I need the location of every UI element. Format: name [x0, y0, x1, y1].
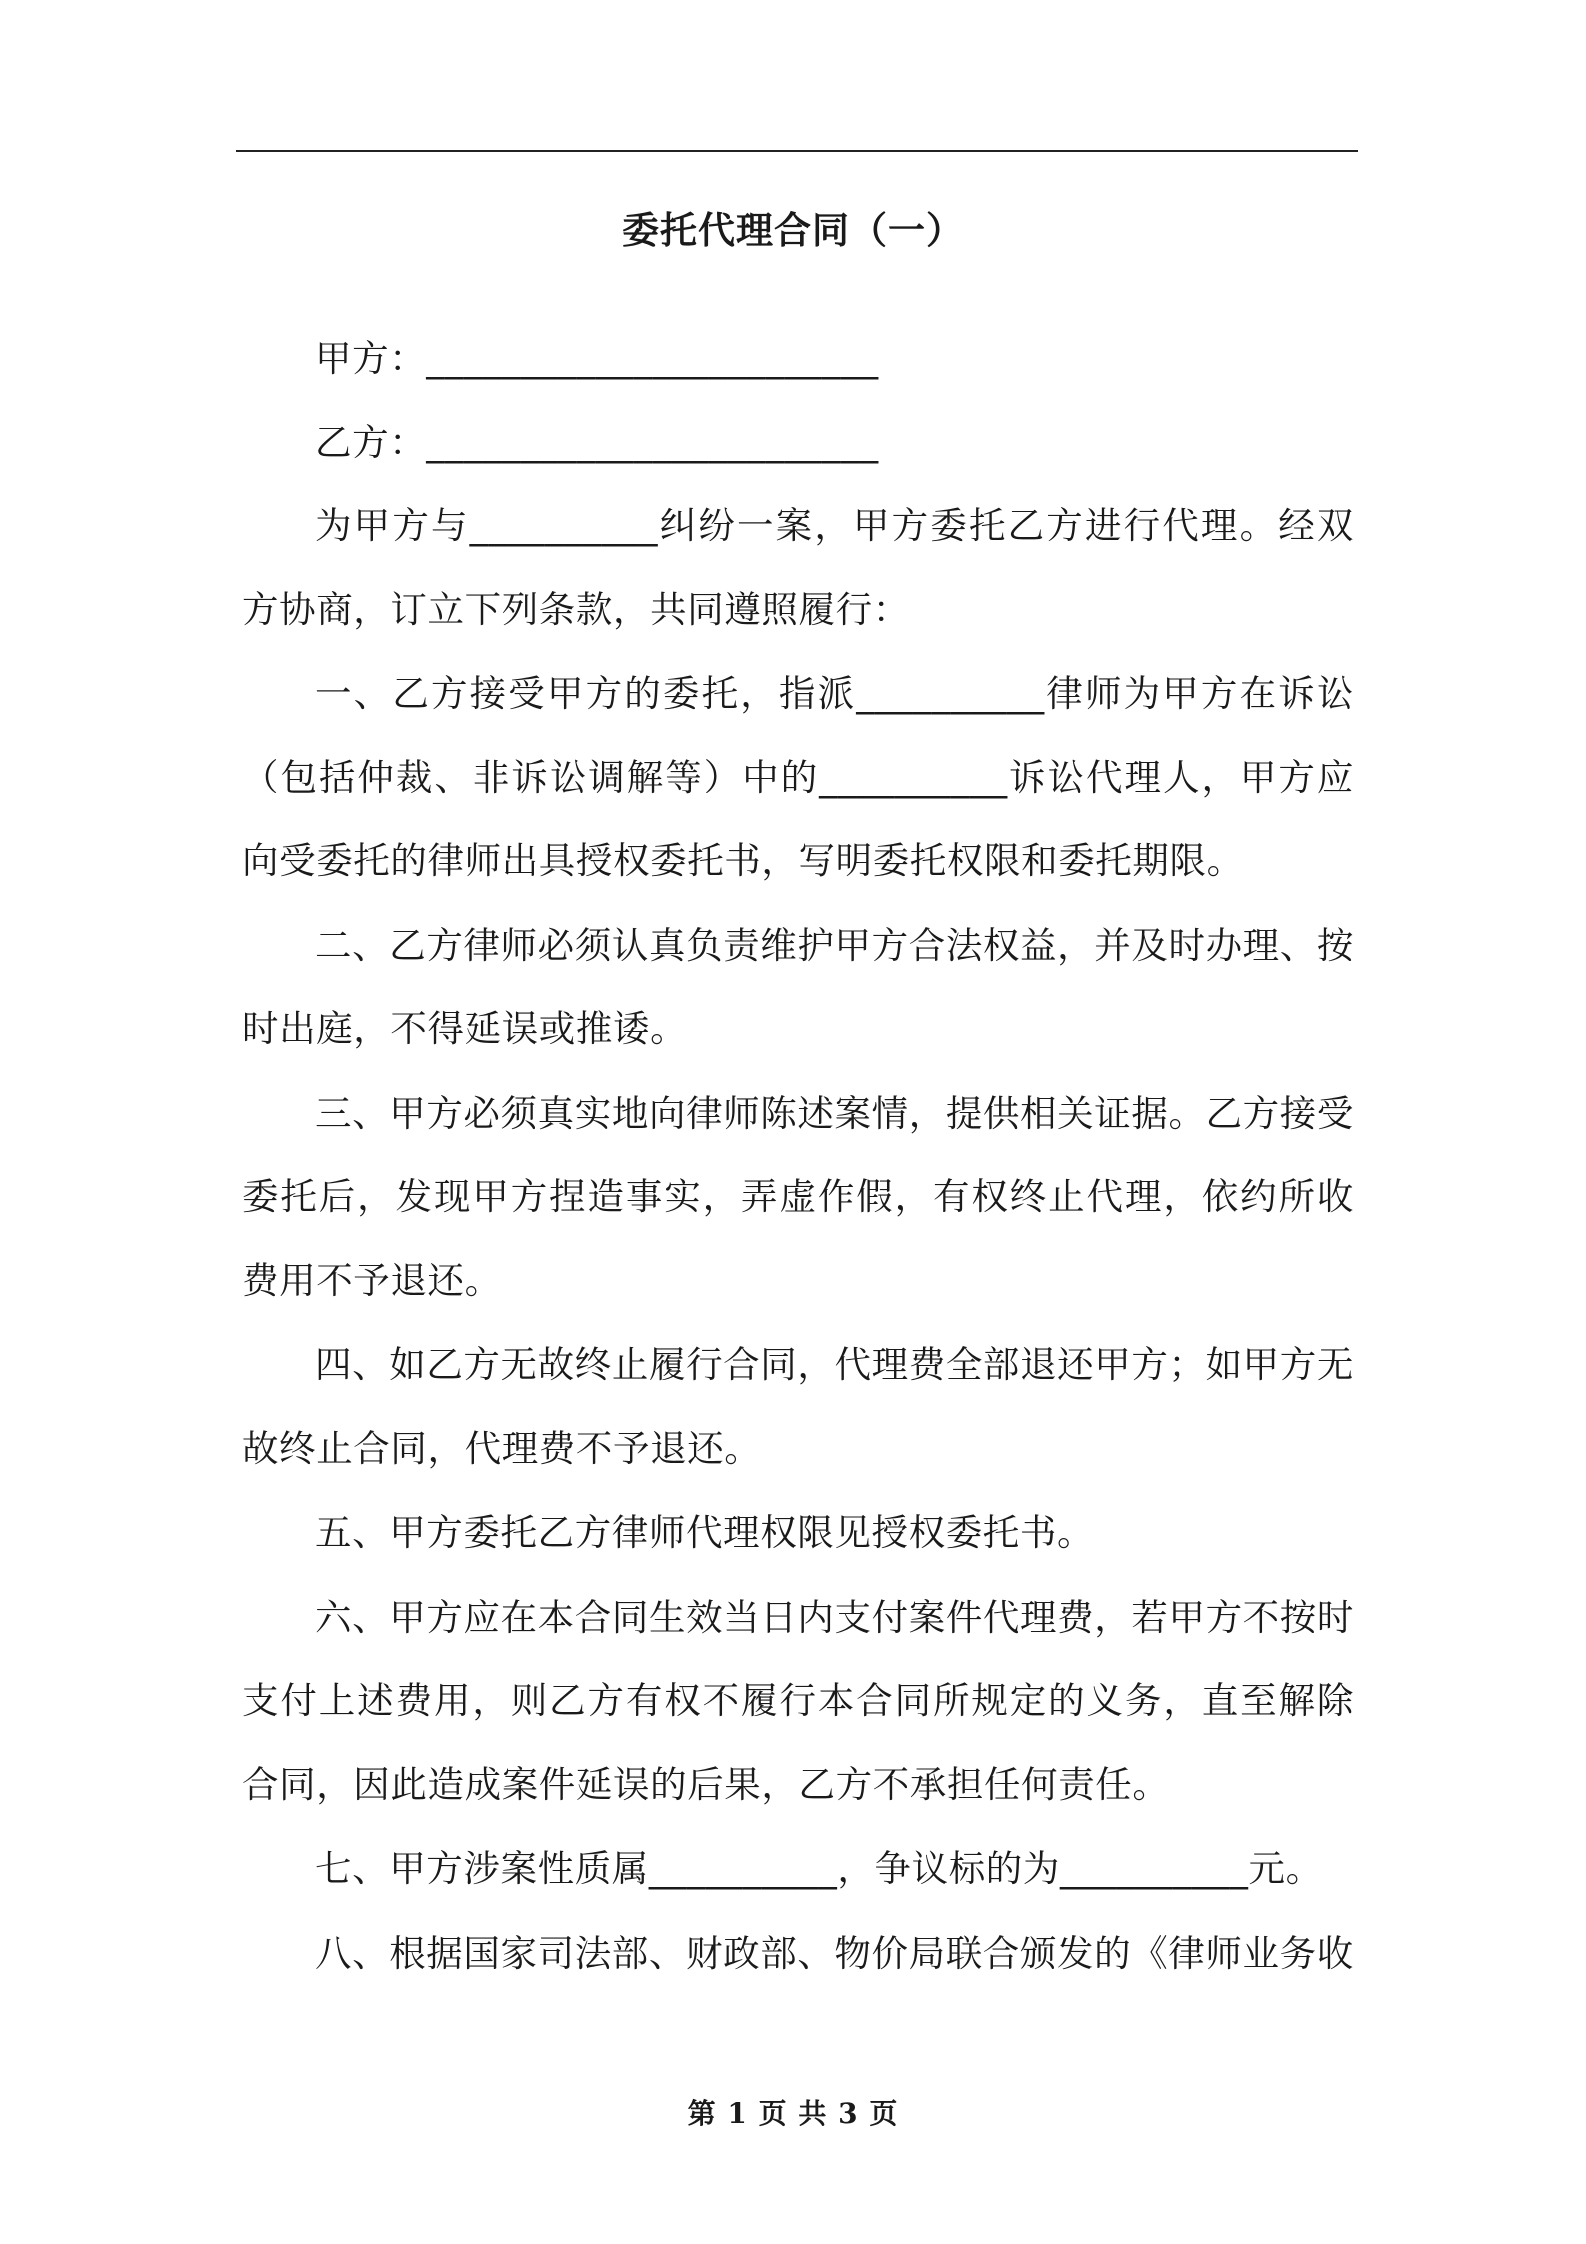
party-a-line: 甲方：________________________: [315, 337, 879, 380]
clause-1: 一、乙方接受甲方的委托，指派__________律师为甲方在诉讼（包括仲裁、非诉讼调解等）中的__________诉讼代理人，甲方应向受委托的律师出具授权委托书，写明委托权限和委托期限。: [242, 672, 1354, 882]
header-rule: [236, 150, 1358, 152]
clause-7: 七、甲方涉案性质属__________，争议标的为__________元。: [315, 1847, 1323, 1890]
intro-paragraph: 为甲方与__________纠纷一案，甲方委托乙方进行代理。经双方协商，订立下列条款，共同遵照履行：: [242, 504, 1354, 631]
clause-4: 四、如乙方无故终止履行合同，代理费全部退还甲方；如甲方无故终止合同，代理费不予退还。: [242, 1343, 1354, 1470]
clause-2: 二、乙方律师必须认真负责维护甲方合法权益，并及时办理、按时出庭，不得延误或推诿。: [242, 923, 1354, 1050]
clause-6: 六、甲方应在本合同生效当日内支付案件代理费，若甲方不按时支付上述费用，则乙方有权不履行本合同所规定的义务，直至解除合同，因此造成案件延误的后果，乙方不承担任何责任。: [242, 1595, 1354, 1806]
document-title: 委托代理合同（一）: [622, 209, 964, 252]
contract-body: [242, 317, 1354, 1996]
page-footer: 第 1 页 共 3 页: [687, 2097, 899, 2130]
clause-3: 三、甲方必须真实地向律师陈述案情，提供相关证据。乙方接受委托后，发现甲方捏造事实，弄虚作假，有权终止代理，依约所收费用不予退还。: [242, 1091, 1354, 1302]
clause-8: 八、根据国家司法部、财政部、物价局联合颁发的《律师业务收: [315, 1931, 1354, 1975]
clause-5: 五、甲方委托乙方律师代理权限见授权委托书。: [315, 1511, 1095, 1554]
party-b-line: 乙方：________________________: [315, 420, 879, 464]
